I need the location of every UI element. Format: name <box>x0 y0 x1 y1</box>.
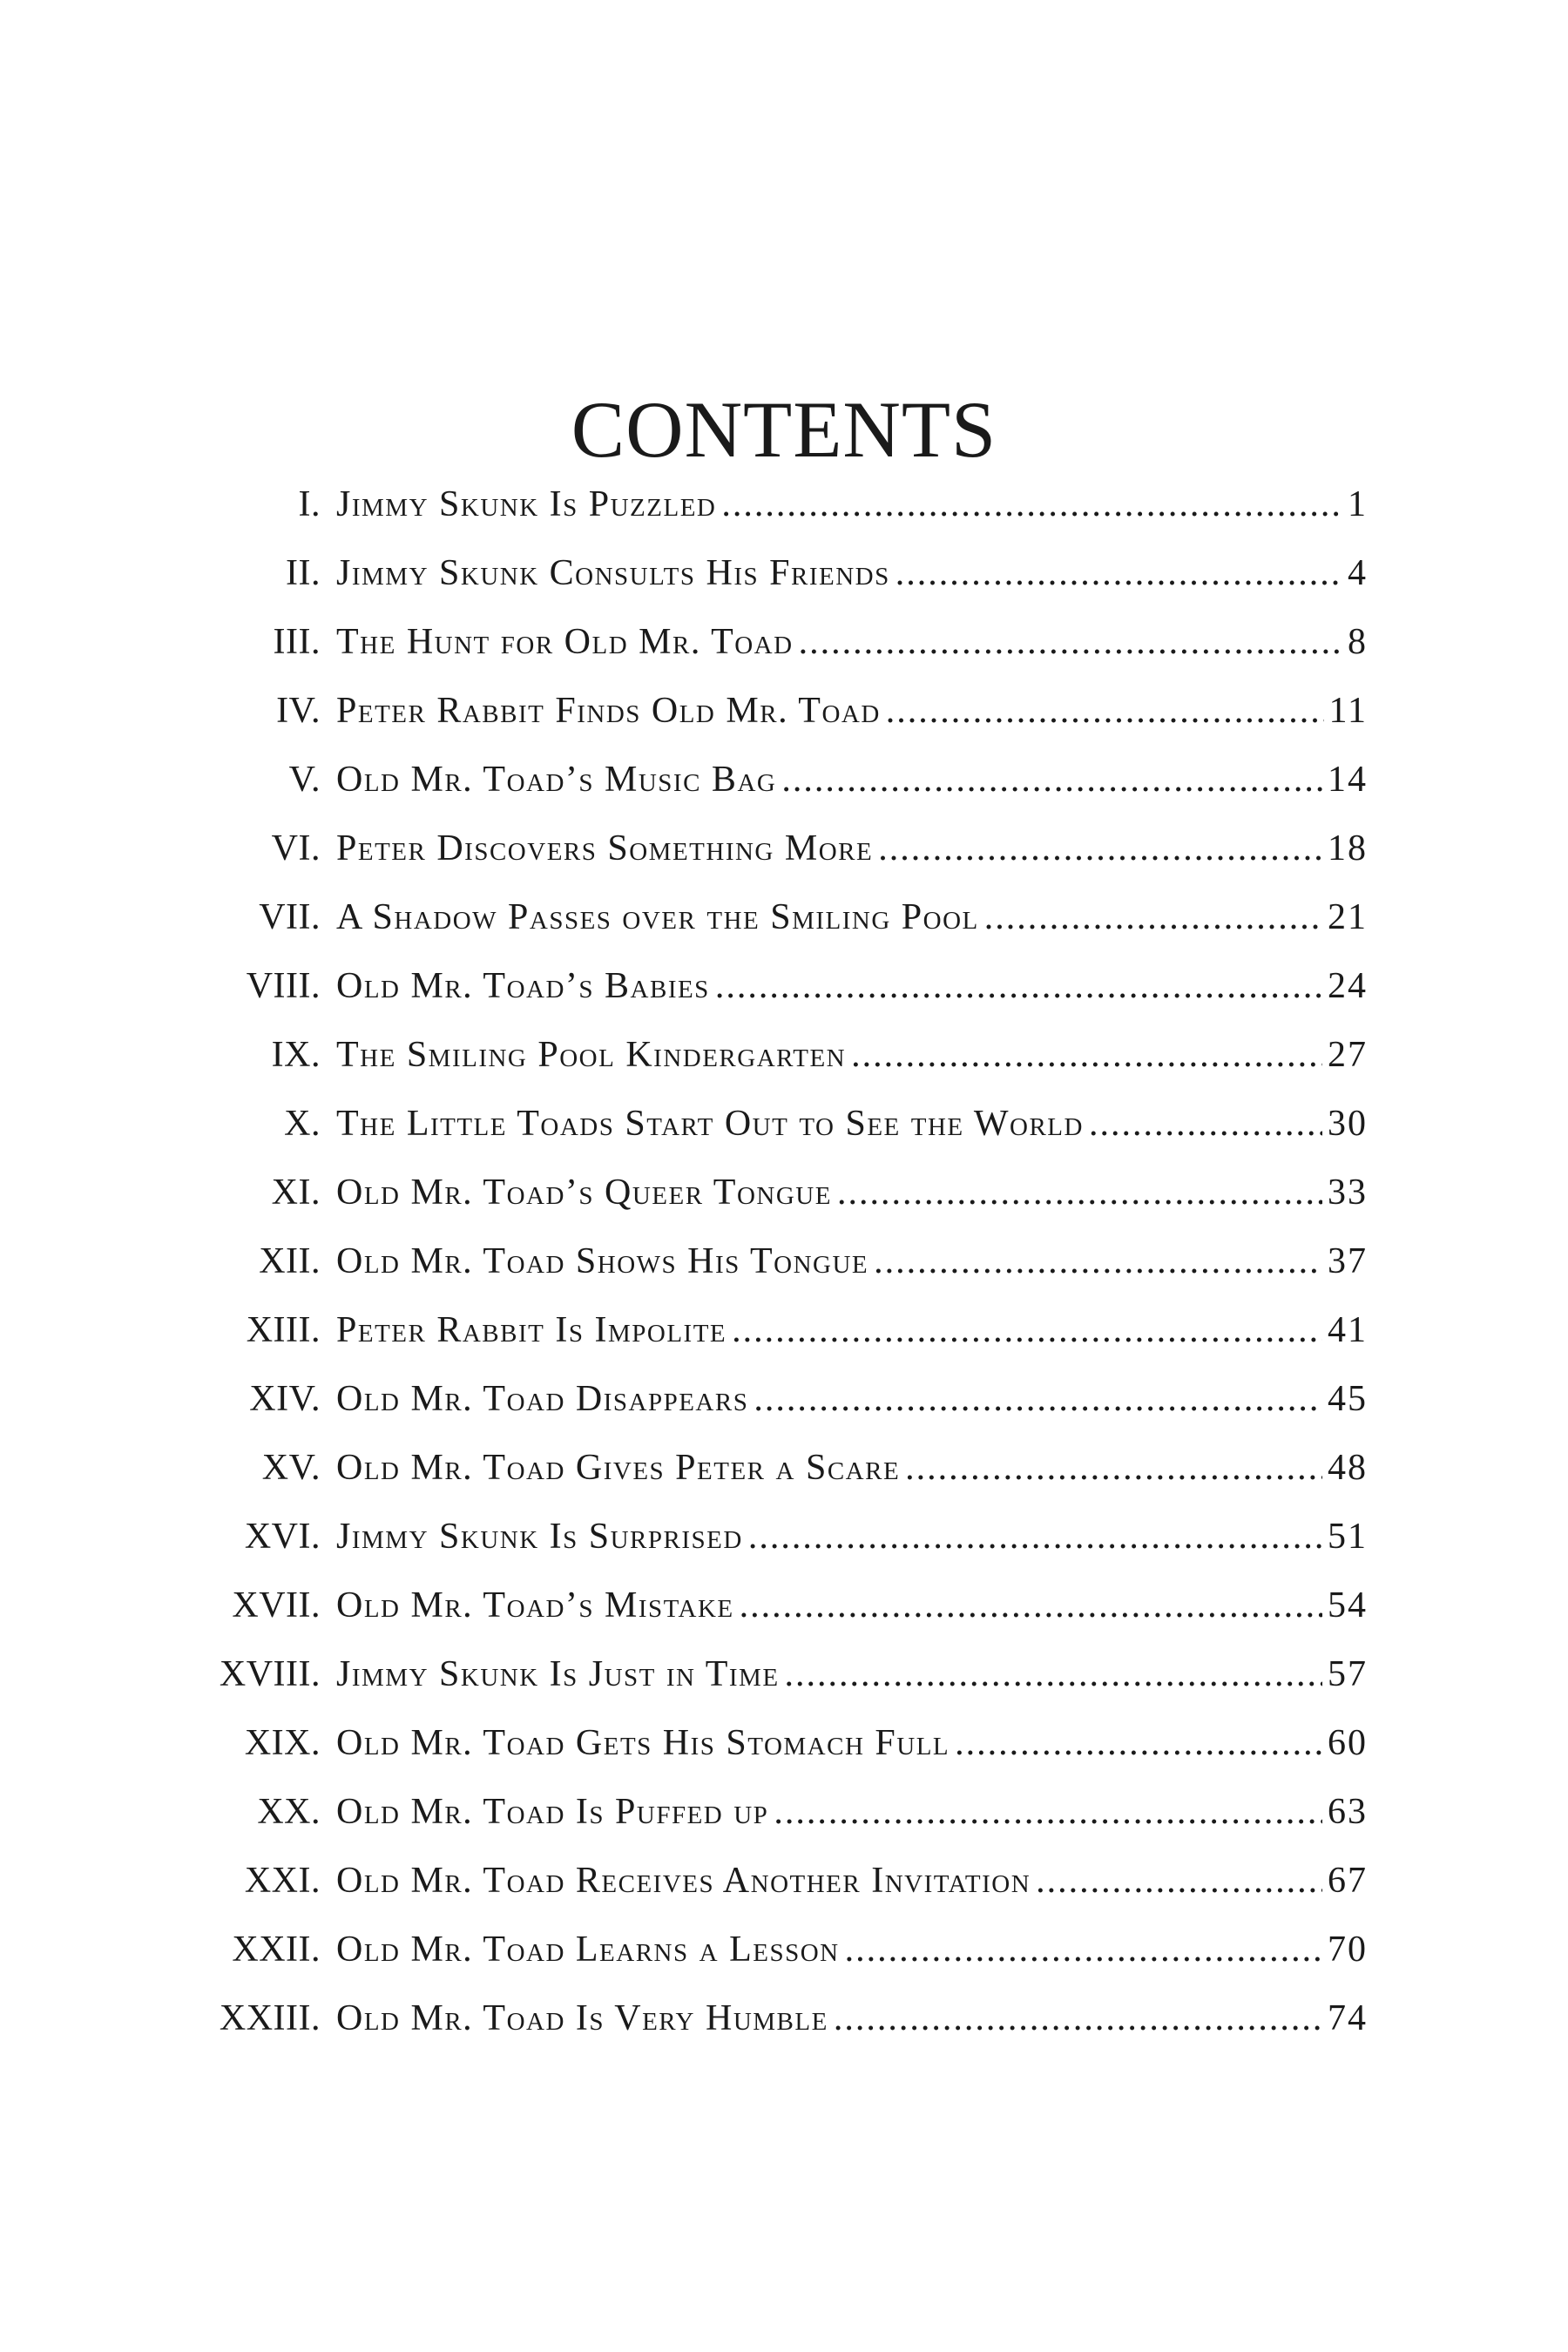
page-number: 74 <box>1328 1998 1368 2038</box>
page-number: 14 <box>1328 760 1368 800</box>
toc-entry[interactable] <box>131 677 1368 746</box>
page-number: 30 <box>1328 1104 1368 1144</box>
page-number: 33 <box>1328 1173 1368 1213</box>
chapter-title: Jimmy Skunk Is Just in Time <box>336 1654 780 1694</box>
dot-leader <box>781 746 1322 814</box>
chapter-number: III. <box>273 622 321 662</box>
chapter-number: XII. <box>259 1241 321 1281</box>
chapter-title: Old Mr. Toad Gives Peter a Scare <box>336 1448 901 1488</box>
dot-leader <box>748 1503 1322 1571</box>
page-number: 67 <box>1328 1861 1368 1901</box>
chapter-number: XXIII. <box>219 1998 321 2038</box>
toc-entry[interactable] <box>131 1778 1368 1847</box>
chapter-title: The Little Toads Start Out to See the World <box>336 1104 1084 1144</box>
toc-entry[interactable] <box>131 608 1368 677</box>
dot-leader <box>955 1709 1322 1778</box>
chapter-title: Peter Rabbit Is Impolite <box>336 1310 727 1350</box>
contents-heading: CONTENTS <box>571 384 997 474</box>
toc-entry[interactable] <box>131 1090 1368 1159</box>
toc-entry[interactable] <box>131 1021 1368 1090</box>
dot-leader <box>886 677 1324 746</box>
toc-entry[interactable] <box>131 1640 1368 1709</box>
chapter-number: V. <box>288 760 321 800</box>
chapter-title: Old Mr. Toad Is Puffed up <box>336 1792 769 1832</box>
page-number: 11 <box>1328 691 1368 731</box>
table-of-contents <box>131 470 1368 2053</box>
dot-leader <box>837 1159 1322 1227</box>
chapter-number: XIX. <box>244 1723 321 1763</box>
toc-entry[interactable] <box>131 470 1368 539</box>
dot-leader <box>878 814 1322 883</box>
toc-entry[interactable] <box>131 1709 1368 1778</box>
chapter-title: Jimmy Skunk Is Surprised <box>336 1517 743 1557</box>
chapter-title: Old Mr. Toad Disappears <box>336 1379 749 1419</box>
dot-leader <box>774 1778 1322 1847</box>
chapter-number: XVI. <box>244 1517 321 1557</box>
toc-entry[interactable] <box>131 1503 1368 1571</box>
chapter-number: II. <box>286 553 321 593</box>
chapter-title: Old Mr. Toad’s Music Bag <box>336 760 777 800</box>
page-number: 27 <box>1328 1035 1368 1075</box>
page-number: 51 <box>1328 1517 1368 1557</box>
chapter-number: XVIII. <box>219 1654 321 1694</box>
chapter-title: Old Mr. Toad’s Queer Tongue <box>336 1173 832 1213</box>
toc-entry[interactable] <box>131 539 1368 608</box>
chapter-number: VI. <box>271 828 321 868</box>
dot-leader <box>905 1434 1322 1503</box>
page-number: 1 <box>1348 484 1368 524</box>
dot-leader <box>984 883 1322 952</box>
dot-leader <box>1089 1090 1322 1159</box>
dot-leader <box>834 1984 1322 2053</box>
toc-entry[interactable] <box>131 814 1368 883</box>
toc-entry[interactable] <box>131 1916 1368 1984</box>
chapter-number: XXII. <box>232 1930 321 1970</box>
chapter-title: Peter Rabbit Finds Old Mr. Toad <box>336 691 881 731</box>
dot-leader <box>732 1296 1322 1365</box>
toc-entry[interactable] <box>131 1434 1368 1503</box>
page-number: 18 <box>1328 828 1368 868</box>
page-number: 48 <box>1328 1448 1368 1488</box>
dot-leader <box>851 1021 1322 1090</box>
dot-leader <box>785 1640 1322 1709</box>
dot-leader <box>874 1227 1322 1296</box>
toc-entry[interactable] <box>131 746 1368 814</box>
page-number: 54 <box>1328 1585 1368 1625</box>
dot-leader <box>740 1571 1322 1640</box>
toc-entry[interactable] <box>131 1847 1368 1916</box>
page-number: 60 <box>1328 1723 1368 1763</box>
page-number: 24 <box>1328 966 1368 1006</box>
dot-leader <box>715 952 1322 1021</box>
page-number: 41 <box>1328 1310 1368 1350</box>
toc-entry[interactable] <box>131 1296 1368 1365</box>
chapter-title: Old Mr. Toad Shows His Tongue <box>336 1241 869 1281</box>
dot-leader <box>845 1916 1322 1984</box>
page-number: 8 <box>1348 622 1368 662</box>
chapter-number: VII. <box>259 897 321 937</box>
dot-leader <box>721 470 1342 539</box>
dot-leader <box>1036 1847 1322 1916</box>
chapter-title: Old Mr. Toad Is Very Humble <box>336 1998 828 2038</box>
chapter-title: Jimmy Skunk Is Puzzled <box>336 484 717 524</box>
page-number: 37 <box>1328 1241 1368 1281</box>
chapter-title: Old Mr. Toad Learns a Lesson <box>336 1930 840 1970</box>
chapter-number: XI. <box>271 1173 321 1213</box>
page-number: 4 <box>1348 553 1368 593</box>
chapter-title: The Hunt for Old Mr. Toad <box>336 622 794 662</box>
page-number: 57 <box>1328 1654 1368 1694</box>
chapter-title: Old Mr. Toad Receives Another Invitation <box>336 1861 1031 1901</box>
chapter-title: Old Mr. Toad Gets His Stomach Full <box>336 1723 950 1763</box>
dot-leader <box>896 539 1342 608</box>
chapter-number: X. <box>284 1104 321 1144</box>
chapter-number: XIV. <box>249 1379 321 1419</box>
toc-entry[interactable] <box>131 1571 1368 1640</box>
toc-entry[interactable] <box>131 1159 1368 1227</box>
chapter-number: IV. <box>276 691 321 731</box>
toc-entry[interactable] <box>131 1984 1368 2053</box>
toc-entry[interactable] <box>131 1365 1368 1434</box>
dot-leader <box>799 608 1342 677</box>
chapter-number: IX. <box>271 1035 321 1075</box>
toc-entry[interactable] <box>131 952 1368 1021</box>
chapter-number: XV. <box>261 1448 321 1488</box>
page-number: 70 <box>1328 1930 1368 1970</box>
chapter-number: VIII. <box>246 966 321 1006</box>
page-number: 21 <box>1328 897 1368 937</box>
chapter-title: The Smiling Pool Kindergarten <box>336 1035 847 1075</box>
chapter-title: Old Mr. Toad’s Babies <box>336 966 710 1006</box>
chapter-number: XIII. <box>246 1310 321 1350</box>
chapter-number: I. <box>298 484 321 524</box>
chapter-number: XXI. <box>244 1861 321 1901</box>
chapter-number: XX. <box>257 1792 321 1832</box>
chapter-title: Peter Discovers Something More <box>336 828 874 868</box>
chapter-title: Jimmy Skunk Consults His Friends <box>336 553 890 593</box>
page-number: 63 <box>1328 1792 1368 1832</box>
chapter-number: XVII. <box>232 1585 321 1625</box>
page-number: 45 <box>1328 1379 1368 1419</box>
toc-entry[interactable] <box>131 1227 1368 1296</box>
dot-leader <box>754 1365 1322 1434</box>
toc-entry[interactable] <box>131 883 1368 952</box>
chapter-title: A Shadow Passes over the Smiling Pool <box>336 897 979 937</box>
chapter-title: Old Mr. Toad’s Mistake <box>336 1585 734 1625</box>
